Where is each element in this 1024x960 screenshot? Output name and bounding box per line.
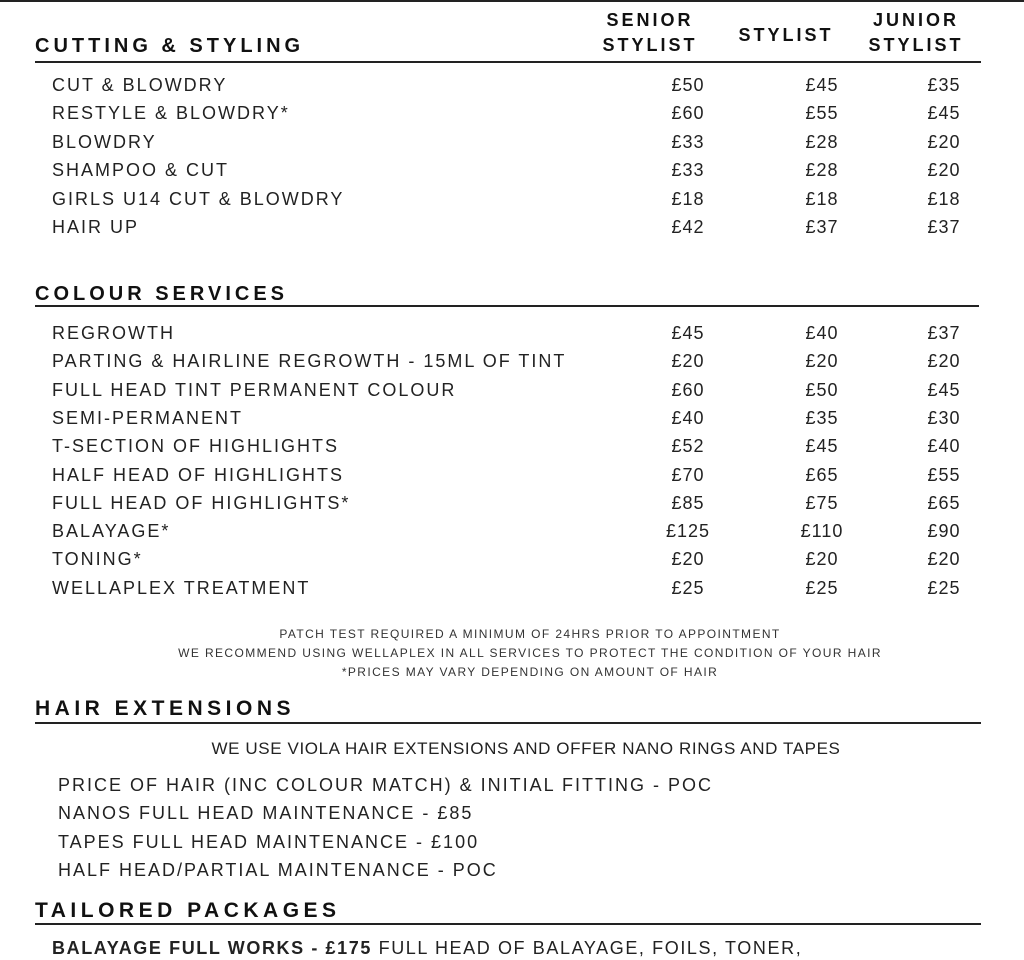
service-name: TONING* bbox=[52, 549, 143, 570]
price-junior: £20 bbox=[927, 351, 961, 372]
price-row bbox=[52, 521, 992, 549]
price-stylist: £110 bbox=[800, 521, 844, 542]
price-row bbox=[52, 189, 992, 217]
section-rule-packages bbox=[35, 923, 981, 925]
price-junior: £35 bbox=[927, 75, 961, 95]
package-name: BALAYAGE FULL WORKS - £175 bbox=[52, 938, 372, 958]
section-rule-cutting bbox=[35, 61, 981, 63]
price-stylist: £55 bbox=[805, 103, 839, 124]
price-row bbox=[52, 217, 992, 245]
price-row bbox=[52, 103, 992, 131]
price-senior: £50 bbox=[671, 75, 705, 95]
service-name: FULL HEAD OF HIGHLIGHTS* bbox=[52, 492, 351, 513]
price-stylist: £65 bbox=[805, 464, 839, 485]
price-row bbox=[52, 160, 992, 188]
service-name: RESTYLE & BLOWDRY* bbox=[52, 103, 290, 124]
service-name: SEMI-PERMANENT bbox=[52, 407, 244, 428]
price-senior: £85 bbox=[671, 492, 705, 513]
price-senior: £60 bbox=[671, 379, 705, 400]
price-junior: £45 bbox=[927, 103, 961, 124]
price-senior: £33 bbox=[671, 131, 705, 152]
service-name: SHAMPOO & CUT bbox=[52, 160, 230, 181]
price-senior: £18 bbox=[671, 188, 705, 209]
col-header-stylist bbox=[730, 23, 842, 48]
price-stylist: £45 bbox=[805, 436, 839, 457]
service-name: GIRLS U14 CUT & BLOWDRY bbox=[52, 188, 345, 209]
price-senior: £42 bbox=[671, 217, 705, 237]
col-header-stylist-line1: STYLIST bbox=[738, 25, 834, 45]
service-name: WELLAPLEX TREATMENT bbox=[52, 577, 311, 598]
extensions-item: NANOS FULL HEAD MAINTENANCE - £85 bbox=[58, 803, 474, 823]
price-senior: £25 bbox=[671, 577, 705, 598]
price-stylist: £50 bbox=[805, 379, 839, 400]
price-stylist: £28 bbox=[805, 131, 839, 152]
section-rule-extensions bbox=[35, 722, 981, 724]
top-border bbox=[0, 0, 1024, 2]
price-junior: £45 bbox=[927, 379, 961, 400]
price-senior: £70 bbox=[671, 464, 705, 485]
price-senior: £40 bbox=[671, 407, 705, 428]
price-row bbox=[52, 351, 992, 379]
service-name: HAIR UP bbox=[52, 217, 140, 237]
extensions-item: TAPES FULL HEAD MAINTENANCE - £100 bbox=[58, 832, 480, 852]
note-wellaplex: WE RECOMMEND USING WELLAPLEX IN ALL SERVICES TO PROTECT THE CONDITION OF YOUR HAIR bbox=[178, 646, 882, 660]
price-senior: £20 bbox=[671, 549, 705, 570]
package-line bbox=[52, 938, 802, 959]
price-senior: £33 bbox=[671, 160, 705, 181]
extensions-intro: WE USE VIOLA HAIR EXTENSIONS AND OFFER NANO RINGS AND TAPES bbox=[211, 739, 841, 758]
price-junior: £55 bbox=[927, 464, 961, 485]
note-patch-test: PATCH TEST REQUIRED A MINIMUM OF 24HRS PRIOR TO APPOINTMENT bbox=[279, 627, 781, 641]
price-junior: £25 bbox=[927, 577, 961, 598]
price-row bbox=[52, 132, 992, 160]
price-row bbox=[52, 436, 992, 464]
service-name: PARTING & HAIRLINE REGROWTH - 15ML OF TINT bbox=[52, 351, 567, 372]
service-name: T-SECTION OF HIGHLIGHTS bbox=[52, 436, 340, 457]
price-row bbox=[52, 380, 992, 408]
col-header-junior-line1: JUNIOR bbox=[872, 10, 959, 30]
extensions-item: HALF HEAD/PARTIAL MAINTENANCE - POC bbox=[58, 860, 498, 880]
col-header-junior-line2: STYLIST bbox=[868, 35, 964, 55]
price-junior: £20 bbox=[927, 549, 961, 570]
price-row bbox=[52, 493, 992, 521]
col-header-senior bbox=[590, 8, 710, 58]
price-stylist: £20 bbox=[805, 351, 839, 372]
service-name: BALAYAGE* bbox=[52, 521, 171, 542]
price-senior: £60 bbox=[671, 103, 705, 124]
extensions-item: PRICE OF HAIR (INC COLOUR MATCH) & INITIAL FITTING - POC bbox=[58, 775, 714, 795]
price-junior: £20 bbox=[927, 131, 961, 152]
price-junior: £37 bbox=[927, 323, 961, 343]
price-senior: £45 bbox=[671, 323, 705, 343]
price-stylist: £20 bbox=[805, 549, 839, 570]
price-row bbox=[52, 408, 992, 436]
price-junior: £65 bbox=[927, 492, 961, 513]
service-name: HALF HEAD OF HIGHLIGHTS bbox=[52, 464, 345, 485]
price-row bbox=[52, 578, 992, 606]
price-senior: £52 bbox=[671, 436, 705, 457]
price-stylist: £18 bbox=[805, 188, 839, 209]
col-header-junior bbox=[856, 8, 976, 58]
price-stylist: £25 bbox=[805, 577, 839, 598]
price-stylist: £45 bbox=[805, 75, 839, 95]
section-title-extensions: HAIR EXTENSIONS bbox=[35, 697, 296, 720]
col-header-senior-line1: SENIOR bbox=[606, 10, 694, 30]
package-description: FULL HEAD OF BALAYAGE, FOILS, TONER, bbox=[372, 938, 803, 958]
price-row bbox=[52, 465, 992, 493]
service-name: FULL HEAD TINT PERMANENT COLOUR bbox=[52, 379, 457, 400]
price-junior: £90 bbox=[927, 521, 961, 542]
col-header-senior-line2: STYLIST bbox=[602, 35, 698, 55]
price-junior: £30 bbox=[927, 407, 961, 428]
price-row bbox=[52, 75, 992, 103]
price-junior: £40 bbox=[927, 436, 961, 457]
section-title-colour: COLOUR SERVICES bbox=[35, 283, 288, 305]
price-stylist: £37 bbox=[805, 217, 839, 237]
price-stylist: £28 bbox=[805, 160, 839, 181]
price-stylist: £75 bbox=[805, 492, 839, 513]
price-stylist: £35 bbox=[805, 407, 839, 428]
price-senior: £125 bbox=[665, 521, 711, 542]
price-junior: £18 bbox=[927, 188, 961, 209]
section-title-cutting: CUTTING & STYLING bbox=[35, 35, 305, 57]
price-junior: £20 bbox=[927, 160, 961, 181]
section-title-packages: TAILORED PACKAGES bbox=[35, 899, 341, 922]
price-senior: £20 bbox=[671, 351, 705, 372]
service-name: REGROWTH bbox=[52, 323, 175, 343]
price-stylist: £40 bbox=[805, 323, 839, 343]
price-row bbox=[52, 549, 992, 577]
service-name: BLOWDRY bbox=[52, 131, 157, 152]
note-prices-vary: *PRICES MAY VARY DEPENDING ON AMOUNT OF HAIR bbox=[341, 665, 719, 679]
price-junior: £37 bbox=[927, 217, 961, 237]
section-rule-colour bbox=[35, 305, 979, 307]
price-row bbox=[52, 323, 992, 351]
service-name: CUT & BLOWDRY bbox=[52, 75, 228, 95]
